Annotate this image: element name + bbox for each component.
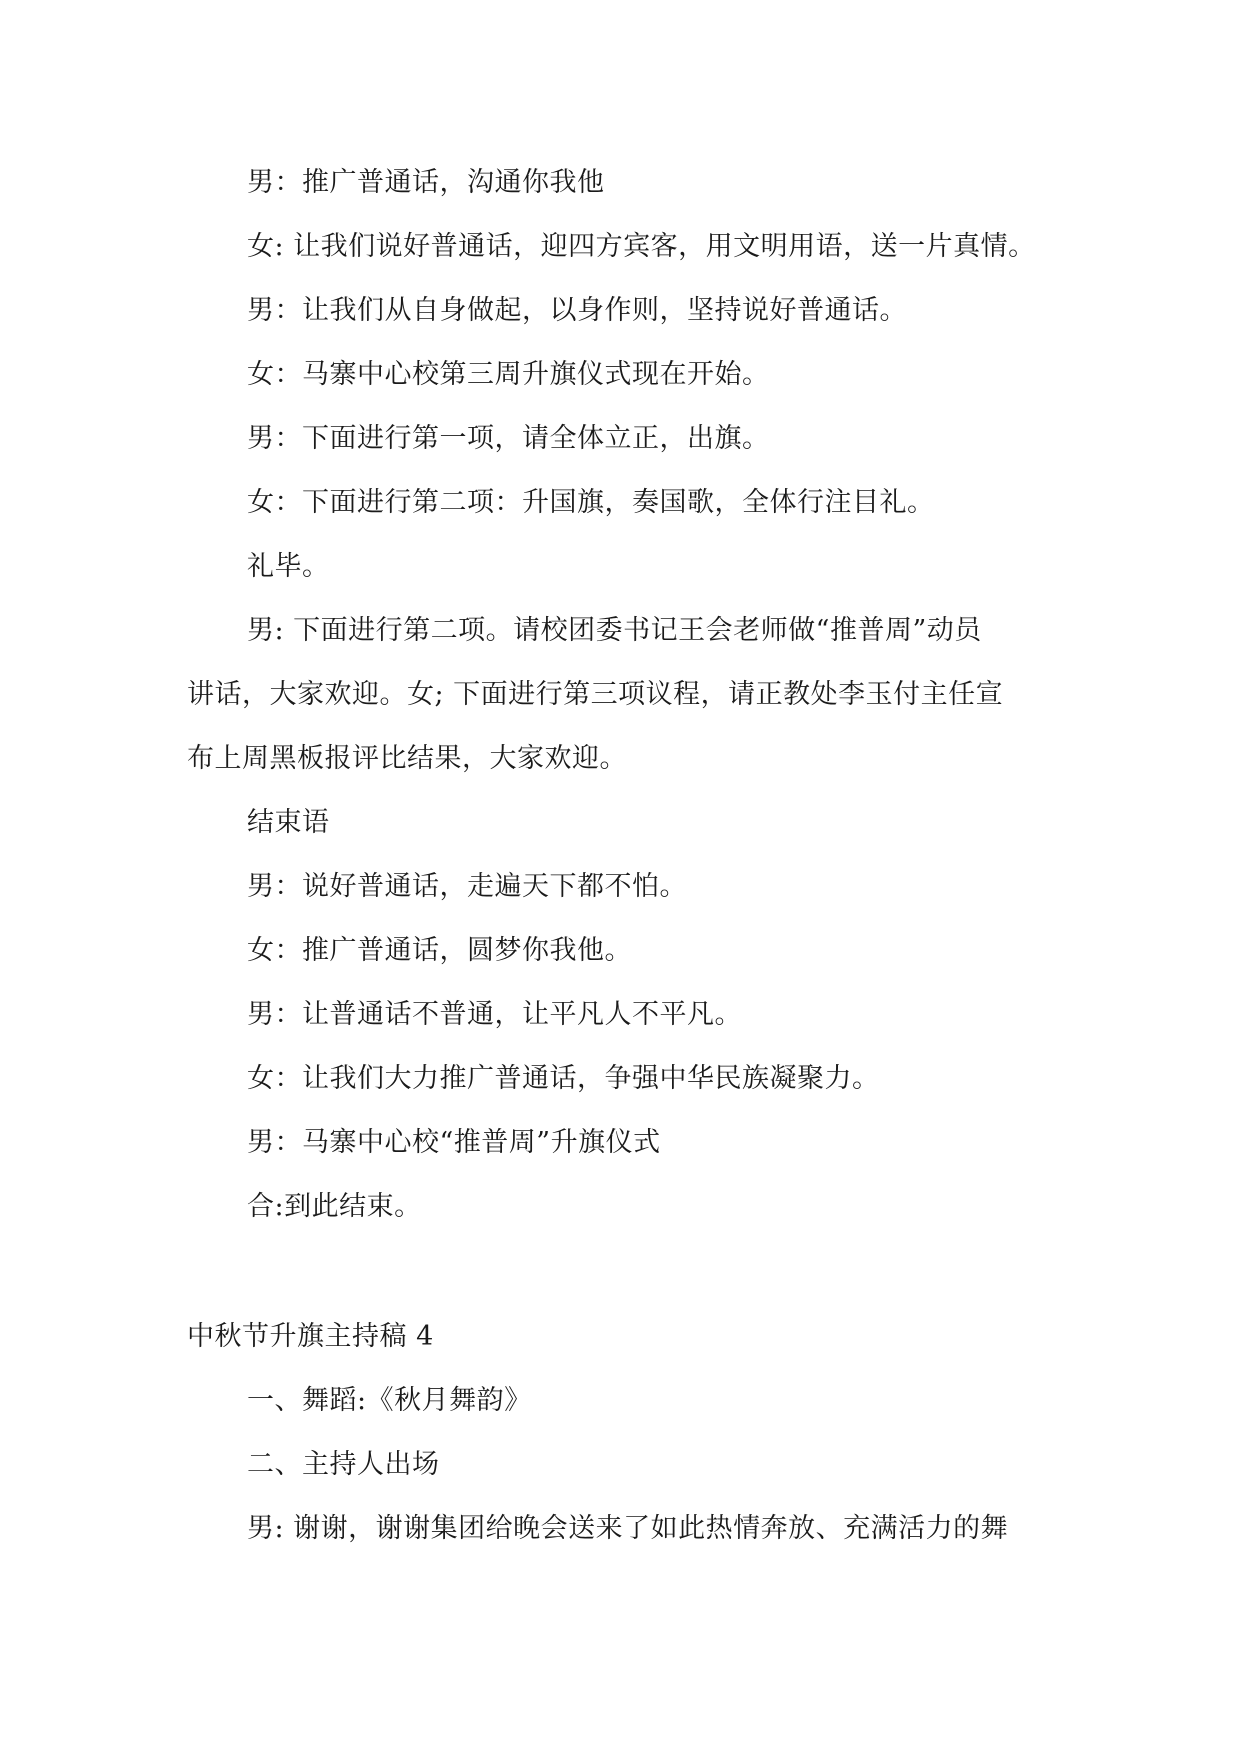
paragraph-line: 礼毕。 bbox=[247, 551, 330, 582]
paragraph-line: 女: 让我们说好普通话，迎四方宾客，用文明用语，送一片真情。 bbox=[247, 231, 1036, 262]
paragraph-line: 布上周黑板报评比结果，大家欢迎。 bbox=[187, 743, 627, 774]
paragraph-line: 男：让我们从自身做起，以身作则，坚持说好普通话。 bbox=[247, 295, 907, 326]
section-heading: 中秋节升旗主持稿 4 bbox=[187, 1321, 434, 1352]
paragraph-line: 女：让我们大力推广普通话，争强中华民族凝聚力。 bbox=[247, 1063, 880, 1094]
paragraph-line: 男：下面进行第一项，请全体立正，出旗。 bbox=[247, 423, 770, 454]
paragraph-line: 男：让普通话不普通，让平凡人不平凡。 bbox=[247, 999, 742, 1030]
paragraph-line: 合:到此结束。 bbox=[247, 1191, 422, 1222]
section-label: 结束语 bbox=[247, 807, 330, 838]
paragraph-line: 女：马寨中心校第三周升旗仪式现在开始。 bbox=[247, 359, 770, 390]
paragraph-line: 男: 谢谢，谢谢集团给晚会送来了如此热情奔放、充满活力的舞 bbox=[247, 1513, 1009, 1544]
paragraph-line: 女：推广普通话，圆梦你我他。 bbox=[247, 935, 632, 966]
paragraph-line: 男：说好普通话，走遍天下都不怕。 bbox=[247, 871, 687, 902]
paragraph-line: 讲话，大家欢迎。女; 下面进行第三项议程，请正教处李玉付主任宣 bbox=[187, 679, 1004, 710]
paragraph-line: 二、主持人出场 bbox=[247, 1449, 440, 1480]
paragraph-line: 男：马寨中心校“推普周”升旗仪式 bbox=[247, 1127, 661, 1158]
paragraph-line: 一、舞蹈:《秋月舞韵》 bbox=[247, 1385, 532, 1416]
paragraph-line: 男: 下面进行第二项。请校团委书记王会老师做“推普周”动员 bbox=[247, 615, 982, 646]
paragraph-line: 男：推广普通话，沟通你我他 bbox=[247, 167, 605, 198]
paragraph-line: 女：下面进行第二项：升国旗，奏国歌，全体行注目礼。 bbox=[247, 487, 935, 518]
